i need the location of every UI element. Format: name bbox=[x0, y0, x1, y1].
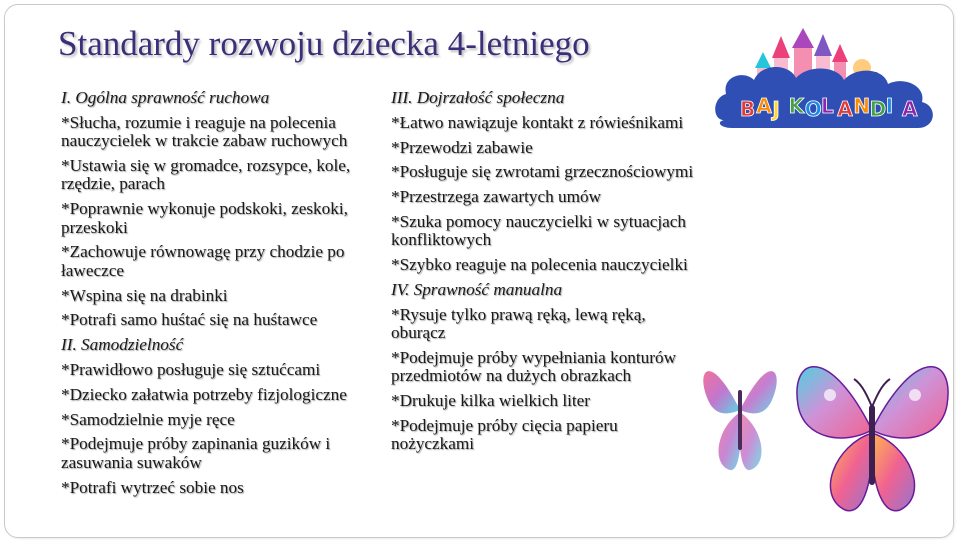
section-heading: I. Ogólna sprawność ruchowa bbox=[61, 88, 270, 107]
standard-item: *Potrafi wytrzeć sobie nos bbox=[61, 477, 244, 497]
standard-item: *Prawidłowo posługuje się sztućcami bbox=[61, 360, 321, 379]
standard-item: *Dziecko załatwia potrzeby fizjologiczne bbox=[61, 384, 347, 404]
standard-item: *Ustawia się w gromadce, rozsypce, kole, rzędzie, parach bbox=[61, 156, 351, 194]
standard-item: *Podejmuje próby wypełniania konturów przedmiotów na dużych obrazkach bbox=[391, 347, 676, 386]
logo-text bbox=[740, 94, 918, 121]
logo-letter: B bbox=[740, 97, 756, 121]
standard-item: *Rysuje tylko prawą ręką, lewą ręką, oburącz bbox=[391, 304, 646, 343]
standard-item: *Słucha, rozumie i reaguje na polecenia nauczycielek w trakcie zabaw ruchowych bbox=[61, 112, 348, 151]
standard-item: *Poprawnie wykonuje podskoki, zeskoki, przeskoki bbox=[61, 199, 348, 237]
bajkolandia-logo bbox=[712, 28, 942, 138]
standard-item: *Podejmuje próby cięcia papieru nożyczkami bbox=[391, 415, 618, 454]
standard-item: *Drukuje kilka wielkich liter bbox=[391, 391, 591, 411]
logo-letter: A bbox=[756, 94, 772, 118]
standard-item: *Szuka pomocy nauczycielki w sytuacjach konfliktowych bbox=[391, 211, 686, 250]
section-heading: III. Dojrzałość społeczna bbox=[391, 88, 565, 107]
logo-letter: A bbox=[837, 97, 853, 121]
standard-item: *Szybko reaguje na polecenia nauczycielki bbox=[391, 255, 688, 275]
butterfly-icon bbox=[790, 335, 955, 525]
standard-item: *Podejmuje próby zapinania guzików i zasuwania suwaków bbox=[61, 434, 331, 472]
logo-letter: D bbox=[869, 97, 887, 121]
logo-letter: L bbox=[821, 94, 834, 118]
standard-item: *Potrafi samo huśtać się na huśtawce bbox=[61, 310, 318, 330]
logo-letter: J bbox=[772, 97, 780, 121]
logo-letter: O bbox=[804, 97, 822, 121]
butterfly-icon bbox=[700, 330, 780, 495]
slide-title: Standardy rozwoju dziecka 4-letniego bbox=[58, 24, 590, 63]
logo-letter: A bbox=[902, 97, 918, 121]
logo-letter: N bbox=[853, 94, 871, 118]
standard-item: *Samodzielnie myje ręce bbox=[61, 409, 235, 429]
standard-item: *Łatwo nawiązuje kontakt z rówieśnikami bbox=[391, 112, 684, 132]
section-heading: IV. Sprawność manualna bbox=[391, 279, 563, 299]
logo-letter: K bbox=[788, 94, 805, 118]
left-column bbox=[61, 89, 376, 503]
standard-item: *Przestrzega zawartych umów bbox=[391, 187, 601, 207]
standard-item: *Posługuje się zwrotami grzecznościowymi bbox=[391, 162, 694, 182]
logo-letter: I bbox=[885, 94, 894, 118]
standard-item: *Zachowuje równowagę przy chodzie po ławeczce bbox=[61, 242, 345, 280]
standard-item: *Wspina się na drabinki bbox=[61, 285, 228, 305]
section-heading: II. Samodzielność bbox=[61, 335, 184, 355]
standard-item: *Przewodzi zabawie bbox=[391, 137, 533, 157]
right-column bbox=[391, 89, 701, 460]
